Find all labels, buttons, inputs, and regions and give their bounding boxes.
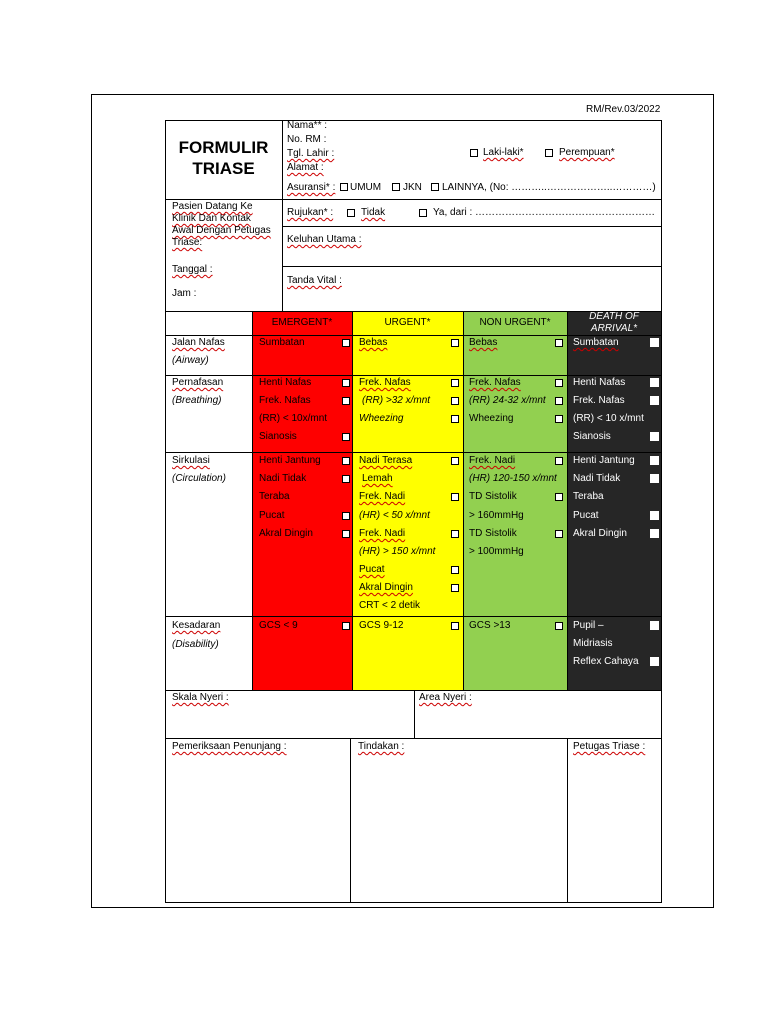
airway-nu-text: Bebas bbox=[469, 337, 498, 348]
circulation-em-4: Pucat bbox=[259, 510, 285, 521]
asuransi-label: Asuransi* : bbox=[287, 182, 336, 193]
header-doa-1: DEATH OF bbox=[589, 311, 639, 322]
circulation-ur-8: Akral Dingin bbox=[359, 582, 413, 593]
circulation-ur-2: Lemah bbox=[362, 473, 393, 484]
breathing-nu-3: Wheezing bbox=[469, 413, 514, 424]
circulation-nu-4: > 160mmHg bbox=[469, 510, 524, 521]
circulation-doa-5: Akral Dingin bbox=[573, 528, 627, 539]
lainnya-label: LAINNYA, (No: ………..………………..…………) bbox=[442, 182, 656, 193]
circulation-doa-checkbox-1[interactable] bbox=[650, 456, 659, 465]
form-title-line1: FORMULIR bbox=[178, 138, 269, 157]
header-urgent: URGENT* bbox=[384, 317, 431, 328]
breathing-label: Pernafasan bbox=[172, 377, 224, 388]
airway-nu-checkbox[interactable] bbox=[555, 339, 563, 347]
circulation-nu-5: TD Sistolik bbox=[469, 528, 517, 539]
circulation-ur-1: Nadi Terasa bbox=[359, 455, 413, 466]
disability-label: Kesadaran bbox=[172, 620, 221, 631]
airway-em-text: Sumbatan bbox=[259, 337, 305, 348]
laki-checkbox[interactable] bbox=[470, 149, 478, 157]
circulation-em-checkbox-4[interactable] bbox=[342, 512, 350, 520]
no-rm-label: No. RM : bbox=[287, 134, 327, 145]
breathing-em-2: Frek. Nafas bbox=[259, 395, 311, 406]
disability-doa-3: Reflex Cahaya bbox=[573, 656, 639, 667]
breathing-nu-checkbox-1[interactable] bbox=[555, 379, 563, 387]
circulation-nu-checkbox-5[interactable] bbox=[555, 530, 563, 538]
circulation-doa-4: Pucat bbox=[573, 510, 599, 521]
nama-label: Nama** : bbox=[287, 120, 328, 131]
lainnya-checkbox[interactable] bbox=[431, 183, 439, 191]
circulation-ur-9: CRT < 2 detik bbox=[359, 600, 421, 611]
circulation-doa-1: Henti Jantung bbox=[573, 455, 635, 466]
circulation-ur-5: Frek. Nadi bbox=[359, 528, 406, 539]
arrival-text-1: Pasien Datang Ke bbox=[172, 201, 253, 212]
form-title-line2: TRIASE bbox=[192, 159, 255, 178]
disability-ur-checkbox[interactable] bbox=[451, 622, 459, 630]
circulation-ur-checkbox-8[interactable] bbox=[451, 584, 459, 592]
circulation-doa-2: Nadi Tidak bbox=[573, 473, 621, 484]
circulation-doa-checkbox-5[interactable] bbox=[650, 529, 659, 538]
breathing-em-checkbox-1[interactable] bbox=[342, 379, 350, 387]
airway-doa-text: Sumbatan bbox=[573, 337, 619, 348]
tanggal-label: Tanggal : bbox=[172, 264, 213, 275]
disability-em-text: GCS < 9 bbox=[259, 620, 298, 631]
airway-ur-text: Bebas bbox=[359, 337, 388, 348]
header-non-urgent: NON URGENT* bbox=[479, 317, 551, 328]
circulation-em-checkbox-1[interactable] bbox=[342, 457, 350, 465]
breathing-ur-checkbox-3[interactable] bbox=[451, 415, 459, 423]
airway-ur-checkbox[interactable] bbox=[451, 339, 459, 347]
circulation-ur-6: (HR) > 150 x/mnt bbox=[359, 546, 436, 557]
circulation-ur-3: Frek. Nadi bbox=[359, 491, 406, 502]
circulation-em-3: Teraba bbox=[259, 491, 290, 502]
breathing-ur-2: (RR) >32 x/mnt bbox=[362, 395, 431, 406]
circulation-nu-1: Frek. Nadi bbox=[469, 455, 516, 466]
rujukan-label: Rujukan* : bbox=[287, 207, 334, 218]
circulation-ur-checkbox-1[interactable] bbox=[451, 457, 459, 465]
circulation-em-checkbox-5[interactable] bbox=[342, 530, 350, 538]
circulation-ur-checkbox-7[interactable] bbox=[451, 566, 459, 574]
breathing-ur-checkbox-1[interactable] bbox=[451, 379, 459, 387]
keluhan-label: Keluhan Utama : bbox=[287, 234, 362, 245]
breathing-sub: (Breathing) bbox=[172, 395, 222, 406]
breathing-em-checkbox-4[interactable] bbox=[342, 433, 350, 441]
laki-label: Laki-laki* bbox=[483, 147, 524, 158]
breathing-nu-checkbox-3[interactable] bbox=[555, 415, 563, 423]
circulation-doa-3: Teraba bbox=[573, 491, 604, 502]
tidak-checkbox[interactable] bbox=[347, 209, 355, 217]
circulation-em-1: Henti Jantung bbox=[259, 455, 321, 466]
breathing-doa-checkbox-1[interactable] bbox=[650, 378, 659, 387]
jkn-label: JKN bbox=[403, 182, 422, 193]
breathing-doa-1: Henti Nafas bbox=[573, 377, 626, 388]
tindakan-label: Tindakan : bbox=[358, 741, 405, 752]
breathing-doa-3: (RR) < 10 x/mnt bbox=[573, 413, 644, 424]
breathing-em-checkbox-2[interactable] bbox=[342, 397, 350, 405]
circulation-sub: (Circulation) bbox=[172, 473, 226, 484]
header-doa-2: ARRIVAL* bbox=[590, 323, 638, 334]
circulation-doa-checkbox-4[interactable] bbox=[650, 511, 659, 520]
breathing-em-1: Henti Nafas bbox=[259, 377, 312, 388]
circulation-nu-2: (HR) 120-150 x/mnt bbox=[469, 473, 557, 484]
breathing-nu-1: Frek. Nafas bbox=[469, 377, 521, 388]
tanda-vital-label: Tanda Vital : bbox=[287, 275, 342, 286]
perempuan-checkbox[interactable] bbox=[545, 149, 553, 157]
arrival-text-2: Klinik Dan Kontak bbox=[172, 213, 251, 224]
circulation-doa-checkbox-2[interactable] bbox=[650, 474, 659, 483]
umum-checkbox[interactable] bbox=[340, 183, 348, 191]
breathing-doa-checkbox-2[interactable] bbox=[650, 396, 659, 405]
circulation-nu-3: TD Sistolik bbox=[469, 491, 517, 502]
breathing-nu-checkbox-2[interactable] bbox=[555, 397, 563, 405]
tgl-lahir-label: Tgl. Lahir : bbox=[287, 148, 335, 159]
breathing-ur-1: Frek. Nafas bbox=[359, 377, 411, 388]
disability-doa-2: Midriasis bbox=[573, 638, 613, 649]
circulation-nu-checkbox-1[interactable] bbox=[555, 457, 563, 465]
breathing-doa-4: Sianosis bbox=[573, 431, 611, 442]
disability-em-checkbox[interactable] bbox=[342, 622, 350, 630]
airway-em-checkbox[interactable] bbox=[342, 339, 350, 347]
circulation-em-2: Nadi Tidak bbox=[259, 473, 307, 484]
circulation-label: Sirkulasi bbox=[172, 455, 210, 466]
airway-doa-checkbox[interactable] bbox=[650, 338, 659, 347]
ya-checkbox[interactable] bbox=[419, 209, 427, 217]
disability-ur-text: GCS 9-12 bbox=[359, 620, 404, 631]
breathing-ur-3: Wheezing bbox=[359, 413, 404, 424]
revision-code: RM/Rev.03/2022 bbox=[586, 104, 661, 115]
airway-sub: (Airway) bbox=[172, 355, 209, 366]
header-emergent: EMERGENT* bbox=[271, 317, 333, 328]
jkn-checkbox[interactable] bbox=[392, 183, 400, 191]
arrival-text-4: Triase: bbox=[172, 237, 203, 248]
circulation-nu-checkbox-3[interactable] bbox=[555, 493, 563, 501]
ya-dari-label: Ya, dari : ……………………………………………… bbox=[433, 207, 656, 218]
pemeriksaan-label: Pemeriksaan Penunjang : bbox=[172, 741, 287, 752]
disability-doa-1: Pupil – bbox=[573, 620, 604, 631]
circulation-ur-checkbox-3[interactable] bbox=[451, 493, 459, 501]
disability-nu-checkbox[interactable] bbox=[555, 622, 563, 630]
breathing-doa-checkbox-4[interactable] bbox=[650, 432, 659, 441]
breathing-em-3: (RR) < 10x/mnt bbox=[259, 413, 328, 424]
disability-doa-checkbox-1[interactable] bbox=[650, 621, 659, 630]
disability-doa-checkbox-3[interactable] bbox=[650, 657, 659, 666]
alamat-label: Alamat : bbox=[287, 162, 324, 173]
breathing-em-4: Sianosis bbox=[259, 431, 297, 442]
arrival-text-3: Awal Dengan Petugas bbox=[172, 225, 271, 236]
breathing-nu-2: (RR) 24-32 x/mnt bbox=[469, 395, 546, 406]
breathing-doa-2: Frek. Nafas bbox=[573, 395, 625, 406]
disability-nu-text: GCS >13 bbox=[469, 620, 511, 631]
circulation-ur-checkbox-5[interactable] bbox=[451, 530, 459, 538]
petugas-label: Petugas Triase : bbox=[573, 741, 646, 752]
umum-label: UMUM bbox=[350, 182, 382, 193]
tidak-label: Tidak bbox=[361, 207, 386, 218]
circulation-ur-7: Pucat bbox=[359, 564, 385, 575]
circulation-em-5: Akral Dingin bbox=[259, 528, 313, 539]
jam-label: Jam : bbox=[172, 288, 197, 299]
perempuan-label: Perempuan* bbox=[559, 147, 615, 158]
skala-nyeri-label: Skala Nyeri : bbox=[172, 692, 229, 703]
breathing-ur-checkbox-2[interactable] bbox=[451, 397, 459, 405]
circulation-em-checkbox-2[interactable] bbox=[342, 475, 350, 483]
circulation-ur-4: (HR) < 50 x/mnt bbox=[359, 510, 430, 521]
airway-label: Jalan Nafas bbox=[172, 337, 225, 348]
circulation-nu-6: > 100mmHg bbox=[469, 546, 524, 557]
disability-sub: (Disability) bbox=[172, 639, 219, 650]
area-nyeri-label: Area Nyeri : bbox=[419, 692, 472, 703]
